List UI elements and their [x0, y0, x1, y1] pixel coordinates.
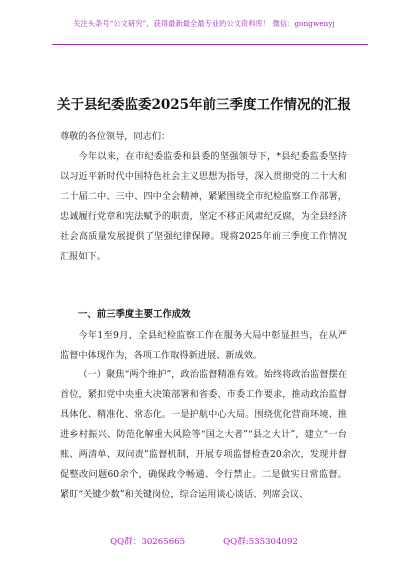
document-title: 关于县纪委监委2025年前三季度工作情况的汇报: [56, 97, 352, 113]
qq-group-1: QQ群：30265665: [110, 537, 186, 547]
overview-paragraph: 今年1至9月，全县纪检监察工作在服务大局中彰显担当，在从严监督中体现作为，各项工作取得新进展、新成效。: [60, 330, 347, 361]
qq-group-2: QQ群:535304092: [223, 537, 298, 547]
intro-paragraph: 今年以来，在市纪委监委和县委的坚强领导下，*县纪委监委坚持以习近平新时代中国特色社会主义思想为指导，深入贯彻党的二十大和二十届二中、三中、四中全会精神，紧紧围绕全市纪检监察工作部署，忠诚履行党章和宪法赋予的职责，坚定不移正风肃纪反腐，为全县经济社会高质量发展提供了坚强纪律保障。现将2025年前三季度工作情况汇报如下。: [60, 151, 347, 262]
salutation: 尊敬的各位领导，同志们：: [60, 131, 171, 142]
political-supervision-paragraph: （一）聚焦“两个维护”，政治监督精准有效。始终将政治监督摆在首位，紧扣党中央重大决策部署和省委、市委工作要求，推动政治监督具体化、精准化、常态化。一是护航中心大局。围绕优化营商环境、推进乡村振兴、防范化解重大风险等“国之大者”“县之大计”，建立“一台账、两清单、双问责”监督机制，开展专项监督检查20余次，发现并督促整改问题60余个，确保政令畅通、令行禁止。二是做实日常监督。紧盯“关键少数”和关键岗位，综合运用谈心谈话、列席会议、: [60, 369, 347, 500]
section-heading: 一、前三季度主要工作成效: [78, 309, 191, 320]
header-divider: [52, 44, 368, 45]
footer-contact: [0, 535, 408, 547]
header-banner: 关注头条号“公文研究”，获得最新最全最专业的公文资料库！ 微信：gongwenyj: [73, 19, 335, 28]
